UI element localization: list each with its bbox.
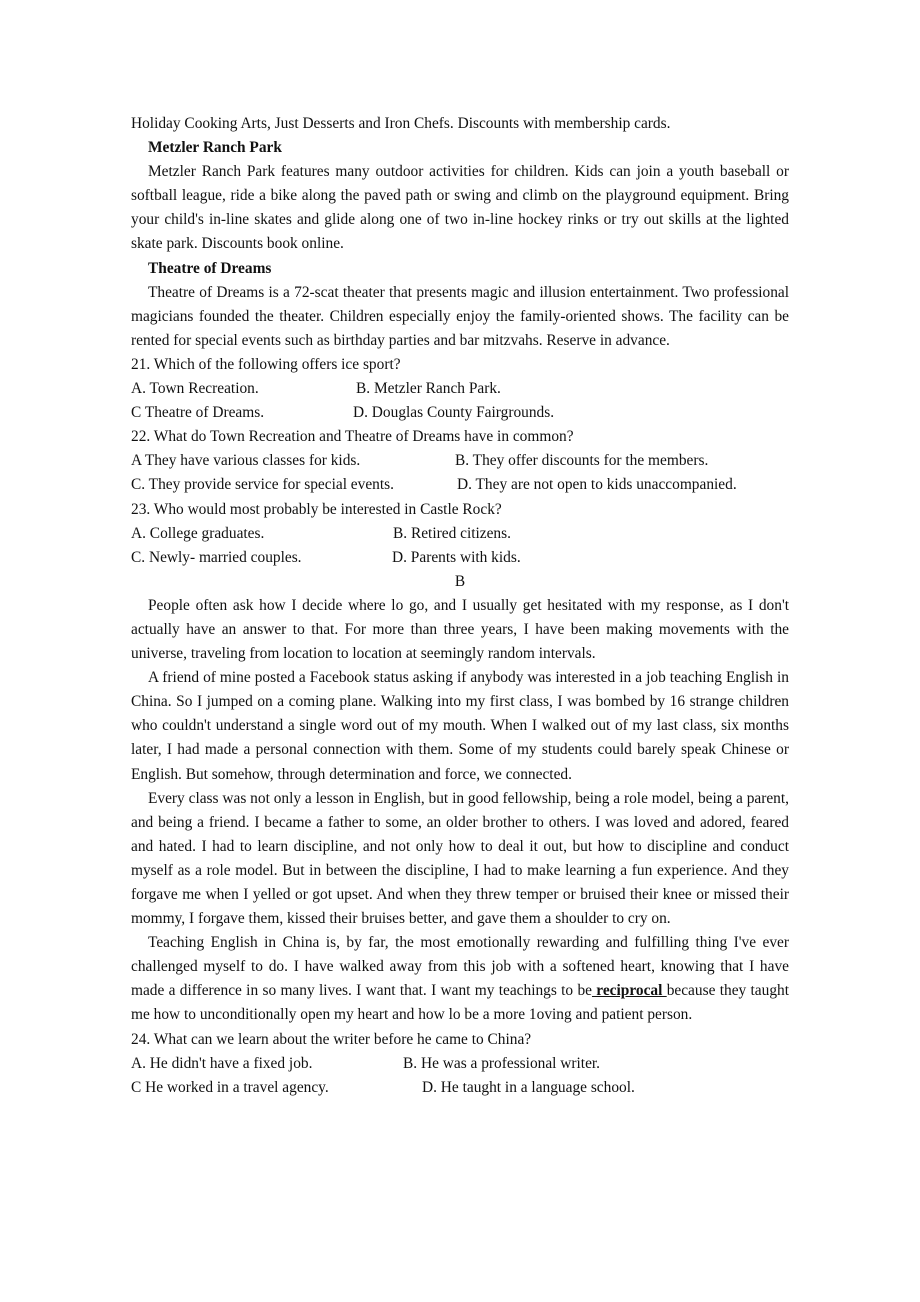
question-24 [131, 1028, 789, 1100]
passage-b-paragraph-1: People often ask how I decide where lo go, and I usually get hesitated with my response, as I don't actually have an answer to that. For more than three years, I have been making movements with the universe, traveling from location to location at seemingly random intervals. [131, 596, 789, 663]
metzler-heading: Metzler Ranch Park [148, 139, 282, 157]
metzler-paragraph: Metzler Ranch Park features many outdoor activities for children. Kids can join a youth baseball or softball league, ride a bike along the paved path or swing and climb on the playground equipment. Bring your child's in-line skates and glide along one of two in-line hockey rinks or try out skills at the lighted skate park. Discounts book online. [131, 163, 789, 253]
question-21-option-d: D. Douglas County Fairgrounds. [353, 404, 555, 422]
question-21-options-row-1 [131, 377, 789, 401]
theatre-heading: Theatre of Dreams [148, 259, 272, 277]
question-23-stem: 23. Who would most probably be interested in Castle Rock? [131, 500, 502, 518]
question-21-options-row-2 [131, 401, 789, 425]
exam-page [131, 112, 789, 1100]
question-24-option-b: B. He was a professional writer. [403, 1054, 601, 1072]
question-23-option-a: A. College graduates. [131, 524, 265, 542]
question-23 [131, 498, 789, 570]
question-22-options-row-1 [131, 449, 789, 473]
question-22-options-row-2 [131, 473, 789, 497]
question-21 [131, 353, 789, 425]
question-23-option-b: B. Retired citizens. [393, 524, 511, 542]
question-24-options-row-1 [131, 1052, 789, 1076]
question-21-option-a: A. Town Recreation. [131, 380, 259, 398]
question-24-option-d: D. He taught in a language school. [422, 1078, 635, 1096]
question-21-option-b: B. Metzler Ranch Park. [356, 380, 501, 398]
intro-line: Holiday Cooking Arts, Just Desserts and Iron Chefs. Discounts with membership cards. [131, 115, 671, 132]
question-24-option-a: A. He didn't have a fixed job. [131, 1054, 313, 1072]
paragraph-4-text-before: Teaching English in China is, by far, the most emotionally rewarding and fulfilling thing I've ever challenged myself to do. I have walked away from this job with a softened heart, knowing that I have made a difference in so many lives. I want that. I want my teachings to be [131, 934, 789, 1000]
question-24-stem: 24. What can we learn about the writer before he came to China? [131, 1030, 532, 1048]
passage-b-paragraph-3: Every class was not only a lesson in English, but in good fellowship, being a role model, being a parent, and being a friend. I became a father to some, an older brother to others. I was loved and adored, feared and hated. I had to learn discipline, and not only how to deal it out, but how to discipline and conduct myself as a role model. But in between the discipline, I had to make learning a fun experience. And they forgave me when I yelled or got upset. And when they threw temper or bruised their knee or missed their mommy, I forgave them, kissed their bruises better, and gave them a shoulder to cry on. [131, 789, 789, 928]
question-23-options-row-2 [131, 546, 789, 570]
question-23-option-d: D. Parents with kids. [392, 548, 521, 566]
question-22-option-c: C. They provide service for special events. [131, 476, 394, 494]
question-22-option-d: D. They are not open to kids unaccompanied. [457, 476, 737, 494]
question-21-option-c: C Theatre of Dreams. [131, 404, 265, 422]
question-23-options-row-1 [131, 522, 789, 546]
question-22-option-a: A They have various classes for kids. [131, 452, 361, 470]
question-22 [131, 425, 789, 497]
passage-b-paragraph-4 [131, 931, 789, 1027]
question-21-stem: 21. Which of the following offers ice sport? [131, 355, 401, 373]
section-b-label: B [454, 572, 466, 590]
question-23-option-c: C. Newly- married couples. [131, 548, 302, 566]
question-22-stem: 22. What do Town Recreation and Theatre of Dreams have in common? [131, 428, 574, 446]
underlined-word-reciprocal: reciprocal [591, 982, 667, 1000]
paragraph-4-text-after: because they taught me how to unconditionally open my heart and how lo be a more 1oving and patient person. [131, 982, 789, 1024]
question-24-option-c: C He worked in a travel agency. [131, 1078, 329, 1096]
question-24-options-row-2 [131, 1076, 789, 1100]
question-22-option-b: B. They offer discounts for the members. [455, 452, 709, 470]
theatre-paragraph: Theatre of Dreams is a 72-scat theater that presents magic and illusion entertainment. Two professional magicians founded the theater. Children especially enjoy the family-oriented shows. The facility can be rented for special events such as birthday parties and bar mitzvahs. Reserve in advance. [131, 283, 789, 349]
passage-b-paragraph-2: A friend of mine posted a Facebook status asking if anybody was interested in a job teaching English in China. So I jumped on a coming plane. Walking into my first class, I was bombed by 16 strange children who couldn't understand a single word out of my mouth. When I walked out of my last class, six months later, I had made a personal connection with them. Some of my students could barely speak Chinese or English. But somehow, through determination and force, we connected. [131, 669, 789, 783]
